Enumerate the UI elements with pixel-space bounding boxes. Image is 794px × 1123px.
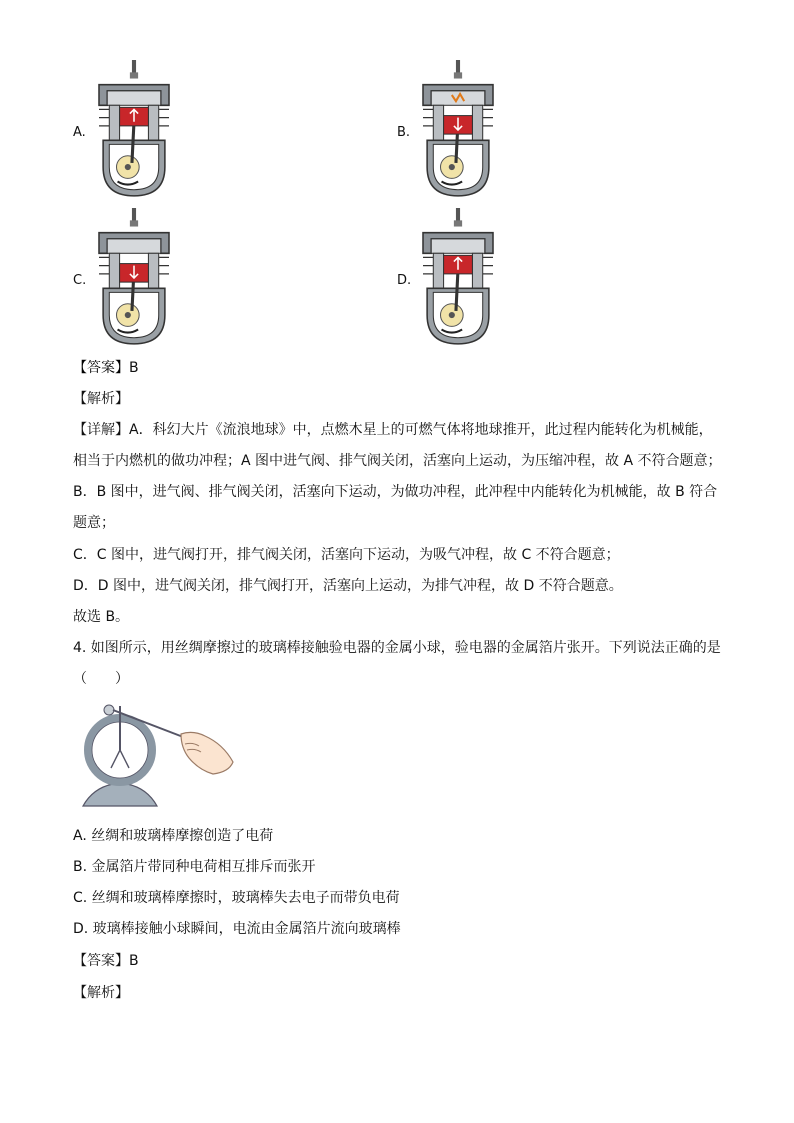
q3-detail-line-5: C．C 图中，进气阀打开，排气阀关闭，活塞向下运动，为吸气冲程，故 C 不符合题意； <box>73 547 620 563</box>
answer-tag: 【答案】 <box>73 360 129 376</box>
option-c-label: C. <box>73 273 87 288</box>
q3-answer <box>73 358 139 378</box>
q3-detail-line-4: 题意； <box>73 515 115 531</box>
answer-value: B <box>129 953 139 969</box>
q4-analysis-tag: 【解析】 <box>73 985 129 1001</box>
engine-diagram-b <box>417 60 499 200</box>
engine-diagram-c <box>93 208 175 348</box>
engine-diagram-d <box>417 208 499 348</box>
q3-detail-line-6: D．D 图中，进气阀关闭，排气阀打开，活塞向上运动，为排气冲程，故 D 不符合题意。 <box>73 578 623 594</box>
q3-detail-line-3: B．B 图中，进气阀、排气阀关闭，活塞向下运动，为做功冲程，此冲程中内能转化为机械能，故 B 符合 <box>73 484 718 500</box>
q3-analysis-tag: 【解析】 <box>73 391 129 407</box>
detail-text: A．科幻大片《流浪地球》中，点燃木星上的可燃气体将地球推开，此过程内能转化为机械能， <box>129 422 713 438</box>
detail-tag: 【详解】 <box>73 422 129 438</box>
electroscope-illustration <box>73 700 238 812</box>
option-a-label: A. <box>73 125 86 140</box>
q3-conclusion: 故选 B。 <box>73 609 130 625</box>
q4-paren: （ ） <box>73 671 129 687</box>
q4-option-b: B. 金属箔片带同种电荷相互排斥而张开 <box>73 859 316 875</box>
answer-value: B <box>129 360 139 376</box>
answer-tag: 【答案】 <box>73 953 129 969</box>
q4-answer <box>73 951 139 971</box>
option-d-label: D. <box>397 273 412 288</box>
q3-detail-line-1 <box>73 420 713 440</box>
q4-option-a: A. 丝绸和玻璃棒摩擦创造了电荷 <box>73 828 274 844</box>
q4-option-d: D. 玻璃棒接触小球瞬间，电流由金属箔片流向玻璃棒 <box>73 921 401 937</box>
option-b-label: B. <box>397 125 411 140</box>
engine-diagram-a <box>93 60 175 200</box>
q4-option-c: C. 丝绸和玻璃棒摩擦时，玻璃棒失去电子而带负电荷 <box>73 890 400 906</box>
q3-detail-line-2: 相当于内燃机的做功冲程；A 图中进气阀、排气阀关闭，活塞向上运动，为压缩冲程，故 A 不符合题意； <box>73 453 722 469</box>
q4-stem: 4. 如图所示，用丝绸摩擦过的玻璃棒接触验电器的金属小球，验电器的金属箔片张开。下列说法正确的是 <box>73 640 721 656</box>
